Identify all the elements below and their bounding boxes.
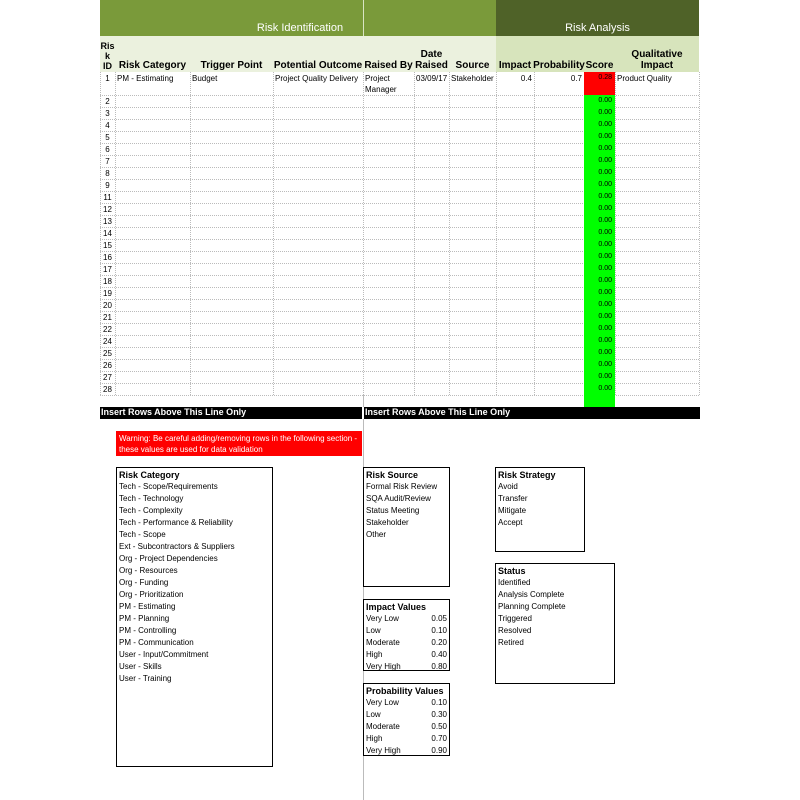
probability-value-row-value: 0.10 [431, 698, 447, 707]
row-score[interactable]: 0.00 [584, 371, 615, 383]
risk-category-item: Tech - Scope/Requirements [119, 482, 218, 491]
status-item: Analysis Complete [498, 590, 565, 599]
risk-category-item: Tech - Scope [119, 530, 166, 539]
row-id[interactable]: 28 [103, 385, 112, 394]
risk-source-item: Formal Risk Review [366, 482, 438, 491]
impact-value-row-label: Low [366, 626, 381, 635]
impact-values-title: Impact Values [366, 602, 427, 612]
row-id[interactable]: 3 [105, 109, 110, 118]
risk-strategy-item: Transfer [498, 494, 528, 503]
row-id[interactable]: 21 [103, 313, 112, 322]
row-score[interactable]: 0.00 [584, 203, 615, 215]
row1-raised-by-line2: Manager [365, 85, 397, 94]
row-id[interactable]: 12 [103, 205, 112, 214]
risk-category-item: Tech - Performance & Reliability [119, 518, 233, 527]
insert-rows-bar-right: Insert Rows Above This Line Only [364, 407, 700, 419]
probability-values-title: Probability Values [366, 686, 444, 696]
row-id[interactable]: 17 [103, 265, 112, 274]
row-id[interactable]: 18 [103, 277, 112, 286]
row-score[interactable]: 0.00 [584, 179, 615, 191]
row-id[interactable]: 11 [103, 193, 112, 202]
probability-value-row-value: 0.50 [431, 722, 447, 731]
probability-value-row-label: Very Low [366, 698, 399, 707]
row-id[interactable]: 9 [105, 181, 110, 190]
risk-source-item: SQA Audit/Review [366, 494, 431, 503]
row-id[interactable]: 13 [103, 217, 112, 226]
row-score[interactable]: 0.00 [584, 275, 615, 287]
risk-source-item: Other [366, 530, 387, 539]
row-id[interactable]: 15 [103, 241, 112, 250]
row-score[interactable]: 0.00 [584, 263, 615, 275]
impact-value-row [364, 649, 449, 661]
probability-value-row [364, 697, 449, 709]
impact-values-table [363, 599, 450, 671]
risk-source-item: Stakeholder [366, 518, 409, 527]
col-header-trigger-point[interactable]: Trigger Point [200, 60, 263, 71]
risk-category-item: User - Training [119, 674, 172, 683]
col-header-risk-category[interactable]: Risk Category [118, 60, 187, 71]
row-id[interactable]: 27 [103, 373, 112, 382]
col-header-probability[interactable]: Probability [533, 60, 585, 71]
impact-value-row-value: 0.05 [431, 614, 447, 623]
row-score[interactable]: 0.00 [584, 323, 615, 335]
risk-source-list-title: Risk Source [366, 470, 419, 480]
impact-value-row [364, 637, 449, 649]
impact-value-row-label: Moderate [366, 638, 400, 647]
probability-value-row [364, 733, 449, 745]
probability-value-row-label: Moderate [366, 722, 400, 731]
row1-qualitative-impact[interactable]: Product Quality [617, 74, 672, 83]
row-score[interactable]: 0.00 [584, 143, 615, 155]
impact-value-row-label: Very High [366, 662, 401, 671]
status-item: Resolved [498, 626, 532, 635]
impact-value-row-label: Very Low [366, 614, 399, 623]
row-id[interactable]: 22 [103, 325, 112, 334]
impact-value-row-value: 0.80 [431, 662, 447, 671]
risk-source-list [363, 467, 450, 587]
probability-value-row-label: Low [366, 710, 381, 719]
row-score[interactable]: 0.00 [584, 95, 615, 107]
risk-category-item: PM - Planning [119, 614, 170, 623]
row1-raised-by-line1: Project [365, 74, 390, 83]
probability-value-row-value: 0.90 [431, 746, 447, 755]
row-id[interactable]: 2 [105, 97, 110, 106]
row-id[interactable]: 16 [103, 253, 112, 262]
risk-category-item: PM - Communication [119, 638, 194, 647]
row-id[interactable]: 6 [105, 145, 110, 154]
band-divider [363, 0, 364, 36]
probability-value-row-label: High [366, 734, 383, 743]
impact-value-row [364, 613, 449, 625]
risk-category-item: PM - Estimating [119, 602, 176, 611]
col-header-risk-id[interactable]: Ris k ID [100, 41, 115, 71]
impact-value-row-label: High [366, 650, 383, 659]
risk-strategy-list-title: Risk Strategy [498, 470, 556, 480]
risk-strategy-list [495, 467, 585, 552]
row-score[interactable]: 0.00 [584, 155, 615, 167]
col-header-qualitative-impact[interactable]: Qualitative Impact [631, 49, 683, 71]
row1-score[interactable]: 0.28 [584, 72, 615, 95]
impact-value-row [364, 625, 449, 637]
row-score[interactable]: 0.00 [584, 227, 615, 239]
col-header-source[interactable]: Source [455, 60, 490, 71]
risk-identification-title: Risk Identification [256, 22, 344, 34]
risk-category-item: Org - Prioritization [119, 590, 184, 599]
row1-potential-outcome[interactable]: Project Quality Delivery [275, 74, 359, 83]
row-score[interactable]: 0.00 [584, 359, 615, 371]
row-id[interactable]: 19 [103, 289, 112, 298]
col-header-raised-by[interactable]: Raised By [364, 60, 413, 71]
row-score[interactable]: 0.00 [584, 311, 615, 323]
row-score[interactable]: 0.00 [584, 119, 615, 131]
row-score[interactable]: 0.00 [584, 167, 615, 179]
status-item: Triggered [498, 614, 532, 623]
impact-value-row [364, 661, 449, 673]
status-list [495, 563, 615, 684]
row1-source[interactable]: Stakeholder [451, 74, 494, 83]
status-list-title: Status [498, 566, 526, 576]
probability-value-row [364, 745, 449, 757]
row-score[interactable]: 0.00 [584, 383, 615, 395]
risk-category-item: PM - Controlling [119, 626, 177, 635]
row-score[interactable]: 0.00 [584, 299, 615, 311]
probability-value-row [364, 709, 449, 721]
row-id[interactable]: 26 [103, 361, 112, 370]
col-header-date-raised[interactable]: Date Raised [415, 49, 448, 71]
status-item: Retired [498, 638, 524, 647]
row-id[interactable]: 5 [105, 133, 110, 142]
row1-probability[interactable]: 0.7 [570, 74, 582, 83]
risk-category-item: Ext - Subcontractors & Suppliers [119, 542, 235, 551]
row-id[interactable]: 20 [103, 301, 112, 310]
risk-strategy-item: Avoid [498, 482, 518, 491]
probability-value-row [364, 721, 449, 733]
row-id[interactable]: 14 [103, 229, 112, 238]
row1-impact[interactable]: 0.4 [520, 74, 532, 83]
risk-category-item: Org - Funding [119, 578, 169, 587]
risk-strategy-item: Mitigate [498, 506, 527, 515]
risk-category-list-title: Risk Category [119, 470, 180, 480]
risk-category-item: Tech - Complexity [119, 506, 183, 515]
row-score[interactable]: 0.00 [584, 287, 615, 299]
row-score[interactable]: 0.00 [584, 107, 615, 119]
probability-value-row-label: Very High [366, 746, 401, 755]
row-score[interactable]: 0.00 [584, 215, 615, 227]
row-score[interactable]: 0.00 [584, 131, 615, 143]
col-header-potential-outcome[interactable]: Potential Outcome [273, 60, 363, 71]
row-id[interactable]: 8 [105, 169, 110, 178]
impact-value-row-value: 0.20 [431, 638, 447, 647]
risk-category-item: Tech - Technology [119, 494, 184, 503]
risk-category-item: Org - Resources [119, 566, 178, 575]
probability-value-row-value: 0.70 [431, 734, 447, 743]
impact-value-row-value: 0.10 [431, 626, 447, 635]
row1-risk-category[interactable]: PM - Estimating [117, 74, 174, 83]
score-column-fill [584, 395, 615, 407]
status-item: Planning Complete [498, 602, 566, 611]
risk-analysis-title: Risk Analysis [565, 22, 630, 34]
row-id[interactable]: 25 [103, 349, 112, 358]
row-score[interactable]: 0.00 [584, 251, 615, 263]
risk-category-item: Org - Project Dependencies [119, 554, 218, 563]
row1-trigger-point[interactable]: Budget [192, 74, 218, 83]
row1-raised-by[interactable] [363, 72, 414, 96]
risk-strategy-item: Accept [498, 518, 523, 527]
risk-category-item: User - Input/Commitment [119, 650, 209, 659]
status-item: Identified [498, 578, 531, 587]
row-score[interactable]: 0.00 [584, 335, 615, 347]
row1-date-raised[interactable]: 03/09/17 [416, 74, 448, 83]
risk-source-item: Status Meeting [366, 506, 420, 515]
col-header-impact[interactable]: Impact [498, 60, 532, 71]
insert-rows-bar-left: Insert Rows Above This Line Only [100, 407, 362, 419]
row-id[interactable]: 4 [105, 121, 110, 130]
column-divider [699, 72, 700, 395]
impact-value-row-value: 0.40 [431, 650, 447, 659]
row-id[interactable]: 7 [105, 157, 110, 166]
risk-category-list [116, 467, 273, 767]
row-score[interactable]: 0.00 [584, 191, 615, 203]
validation-warning: Warning: Be careful adding/removing rows in the following section - these values are used for data validation [116, 431, 362, 456]
row1-id[interactable]: 1 [105, 74, 110, 83]
risk-category-item: User - Skills [119, 662, 162, 671]
row-id[interactable]: 24 [103, 337, 112, 346]
probability-value-row-value: 0.30 [431, 710, 447, 719]
row-score[interactable]: 0.00 [584, 239, 615, 251]
column-divider [363, 395, 364, 407]
col-header-score[interactable]: Score [585, 60, 614, 71]
probability-values-table [363, 683, 450, 756]
row-score[interactable]: 0.00 [584, 347, 615, 359]
